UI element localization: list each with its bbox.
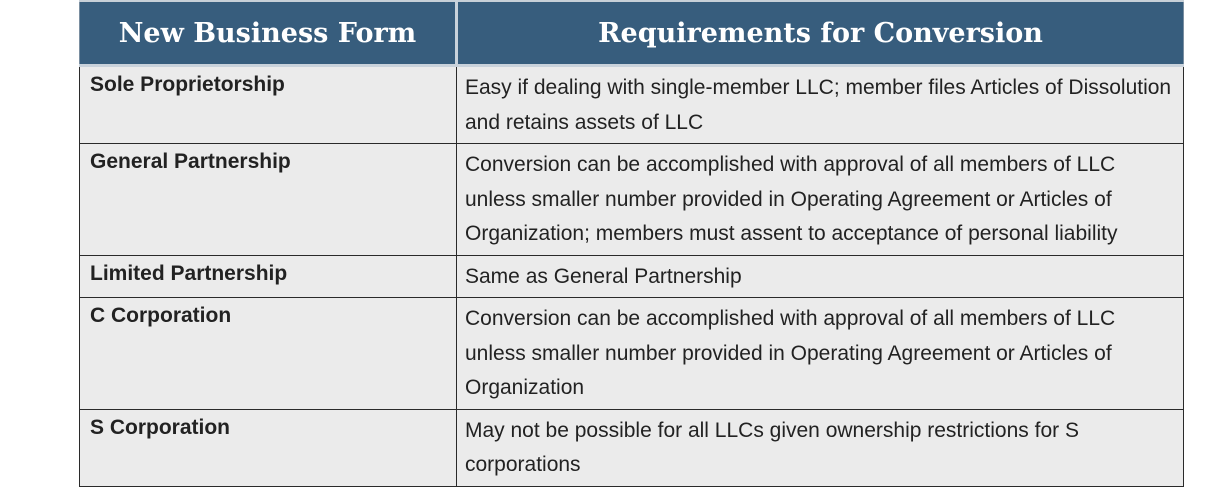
requirement-cell: Conversion can be accomplished with approval of all members of LLC unless smaller number provided in Operating Agreement or Articles of Organization xyxy=(457,298,1184,410)
table-row xyxy=(80,255,1184,298)
table-row xyxy=(80,298,1184,410)
business-form-cell: S Corporation xyxy=(80,409,457,486)
header-requirements-for-conversion: Requirements for Conversion xyxy=(457,1,1184,66)
table-row xyxy=(80,144,1184,256)
requirement-cell: Easy if dealing with single-member LLC; member files Articles of Dissolution and retains assets of LLC xyxy=(457,66,1184,144)
requirement-cell: Same as General Partnership xyxy=(457,255,1184,298)
conversion-table-container xyxy=(79,0,1183,487)
conversion-requirements-table xyxy=(79,0,1184,487)
business-form-cell: Limited Partnership xyxy=(80,255,457,298)
business-form-cell: Sole Proprietorship xyxy=(80,66,457,144)
table-row xyxy=(80,409,1184,486)
requirement-cell: Conversion can be accomplished with approval of all members of LLC unless smaller number provided in Operating Agreement or Articles of Organization; members must assent to acceptance of personal liability xyxy=(457,144,1184,256)
table-row xyxy=(80,66,1184,144)
requirement-cell: May not be possible for all LLCs given ownership restrictions for S corporations xyxy=(457,409,1184,486)
table-header-row xyxy=(80,1,1184,66)
header-new-business-form: New Business Form xyxy=(80,1,457,66)
business-form-cell: General Partnership xyxy=(80,144,457,256)
business-form-cell: C Corporation xyxy=(80,298,457,410)
